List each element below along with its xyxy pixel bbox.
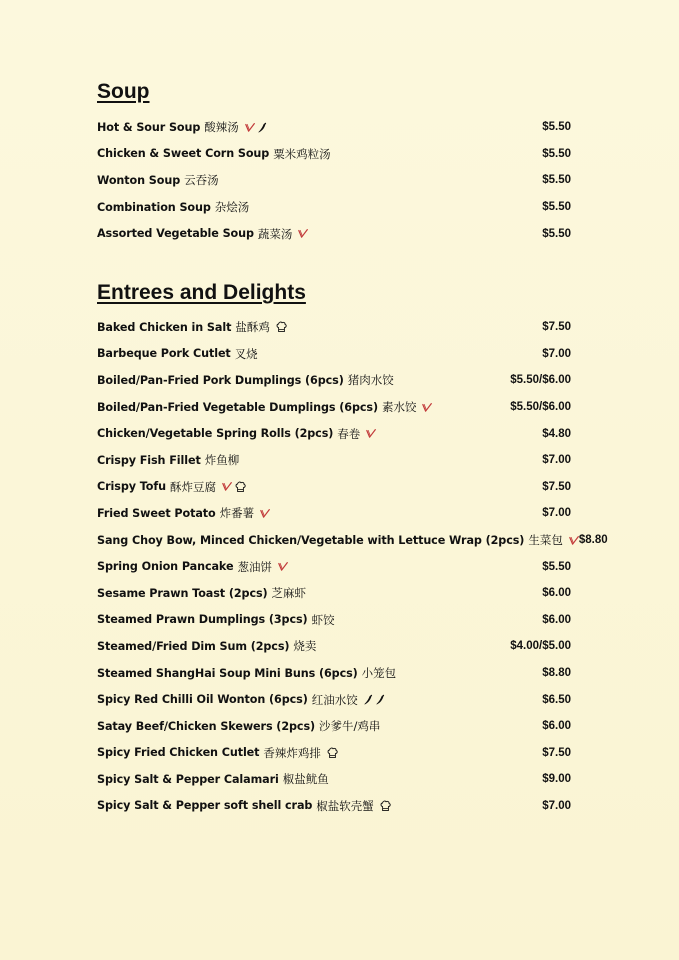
item-price: $7.50 [542, 321, 571, 334]
item-name: Boiled/Pan-Fried Pork Dumplings (6pcs) [97, 373, 344, 387]
item-chinese-name: 椒盐鱿鱼 [282, 772, 329, 787]
item-name: Sang Choy Bow, Minced Chicken/Vegetable with Lettuce Wrap (2pcs) [97, 533, 525, 547]
veg-icon [366, 429, 376, 438]
item-chinese-name: 红油水饺 [311, 692, 358, 707]
item-price: $4.80 [542, 427, 571, 440]
menu-item-sesame-prawn-toast-2pcs [97, 580, 571, 607]
item-price: $8.80 [578, 534, 608, 547]
menu-item-crispy-tofu [97, 474, 571, 501]
veg-icon [245, 123, 255, 132]
item-chinese-name: 叉烧 [234, 346, 258, 361]
item-chinese-name: 猪肉水饺 [347, 373, 394, 388]
item-chinese-name: 酸辣汤 [204, 120, 239, 135]
menu-item-label [97, 532, 579, 548]
menu-item-steamed-shanghai-soup-mini-buns-6pcs [97, 660, 571, 687]
item-chinese-name: 蔬菜汤 [257, 226, 293, 241]
menu-item-label [97, 559, 288, 575]
item-price: $5.50 [542, 201, 571, 214]
menu-item-label [97, 199, 249, 215]
menu-item-steamed-prawn-dumplings-3pcs [97, 607, 571, 634]
menu-item-chicken-vegetable-spring-rolls-2pcs [97, 420, 571, 447]
item-price: $5.50 [542, 227, 571, 240]
menu-item-label [97, 798, 391, 814]
dietary-icons [366, 429, 376, 438]
item-name: Fried Sweet Potato [97, 506, 216, 520]
item-chinese-name: 春卷 [337, 426, 361, 441]
item-name: Baked Chicken in Salt [97, 320, 232, 334]
menu-item-label [97, 319, 287, 335]
item-price: $7.50 [542, 746, 571, 759]
item-chinese-name: 炸番薯 [219, 506, 255, 521]
menu-item-label [97, 346, 258, 362]
veg-icon [222, 482, 232, 491]
item-name: Assorted Vegetable Soup [97, 227, 254, 241]
menu-item-label [97, 771, 329, 787]
menu-item-label [97, 426, 376, 442]
item-chinese-name: 酥炸豆腐 [169, 479, 216, 494]
item-name: Spring Onion Pancake [97, 560, 234, 574]
item-chinese-name: 杂烩汤 [214, 200, 250, 215]
item-chinese-name: 芝麻虾 [271, 586, 307, 601]
menu-item-baked-chicken-in-salt [97, 314, 571, 341]
item-name: Chicken/Vegetable Spring Rolls (2pcs) [97, 427, 334, 441]
menu-item-boiled-pan-fried-vegetable-dumplings-6pcs [97, 394, 571, 421]
chilli-icon [376, 694, 385, 705]
veg-icon [260, 509, 270, 518]
menu-item-label [97, 172, 219, 188]
item-price: $5.50/$6.00 [510, 401, 571, 414]
item-name: Spicy Red Chilli Oil Wonton (6pcs) [97, 693, 308, 707]
item-price: $6.50 [542, 693, 571, 706]
item-chinese-name: 椒盐软壳蟹 [316, 798, 374, 813]
dietary-icons [364, 694, 385, 705]
item-name: Spicy Salt & Pepper Calamari [97, 772, 279, 786]
dietary-icons [276, 321, 287, 333]
menu-item-spicy-red-chilli-oil-wonton-6pcs [97, 686, 571, 713]
menu-item-crispy-fish-fillet [97, 447, 571, 474]
veg-icon [278, 562, 288, 571]
menu-item-label [97, 146, 331, 162]
dietary-icons [422, 403, 432, 412]
item-name: Chicken & Sweet Corn Soup [97, 147, 270, 161]
item-name: Sesame Prawn Toast (2pcs) [97, 586, 268, 600]
section-title-entrees: Entrees and Delights [97, 281, 306, 304]
item-chinese-name: 炸鱼柳 [204, 453, 240, 468]
item-name: Wonton Soup [97, 173, 181, 187]
item-price: $6.00 [542, 613, 571, 626]
menu-item-steamed-fried-dim-sum-2pcs [97, 633, 571, 660]
item-price: $5.50 [542, 121, 571, 134]
menu-item-label [97, 372, 394, 388]
item-name: Steamed/Fried Dim Sum (2pcs) [97, 639, 290, 653]
veg-icon [569, 536, 579, 545]
item-chinese-name: 粟米鸡粒汤 [273, 146, 331, 161]
menu-item-spicy-fried-chicken-cutlet [97, 740, 571, 767]
dietary-icons [245, 122, 267, 133]
item-chinese-name: 素水饺 [381, 400, 417, 415]
item-chinese-name: 葱油饼 [237, 559, 272, 574]
dietary-icons [569, 536, 579, 545]
menu-item-combination-soup [97, 194, 571, 221]
item-price: $5.50 [542, 147, 571, 160]
item-chinese-name: 烧卖 [293, 639, 317, 654]
menu-item-hot-sour-soup [97, 114, 571, 141]
item-price: $5.50 [542, 560, 571, 573]
soup-list [97, 114, 571, 247]
item-price: $8.80 [542, 667, 571, 680]
dietary-icons [380, 800, 391, 812]
dietary-icons [260, 509, 270, 518]
menu-item-label [97, 692, 385, 708]
section-title-soup: Soup [97, 80, 150, 103]
entrees-list [97, 314, 608, 819]
item-price: $9.00 [542, 773, 571, 786]
menu-item-sang-choy-bow-minced-chicken-vegetable-with-lettuce-wrap-2pcs [97, 527, 608, 554]
dietary-icons [278, 562, 288, 571]
dietary-icons [327, 747, 338, 759]
item-name: Steamed Prawn Dumplings (3pcs) [97, 613, 308, 627]
item-chinese-name: 盐酥鸡 [235, 320, 270, 335]
menu-item-satay-beef-chicken-skewers-2pcs [97, 713, 571, 740]
item-name: Combination Soup [97, 200, 211, 214]
item-price: $5.50/$6.00 [510, 374, 571, 387]
dietary-icons [298, 229, 308, 238]
menu-item-boiled-pan-fried-pork-dumplings-6pcs [97, 367, 571, 394]
menu-item-label [97, 452, 239, 468]
chef-hat-icon [235, 481, 246, 493]
menu-item-chicken-sweet-corn-soup [97, 141, 571, 168]
menu-item-fried-sweet-potato [97, 500, 571, 527]
menu-item-wonton-soup [97, 167, 571, 194]
chilli-icon [258, 122, 267, 133]
item-price: $7.00 [542, 799, 571, 812]
menu-item-label [97, 745, 338, 761]
menu-item-label [97, 479, 246, 495]
menu-item-label [97, 505, 270, 521]
item-name: Steamed ShangHai Soup Mini Buns (6pcs) [97, 666, 358, 680]
item-price: $5.50 [542, 174, 571, 187]
item-name: Crispy Tofu [97, 480, 166, 494]
menu-item-label [97, 665, 396, 681]
item-price: $4.00/$5.00 [510, 640, 571, 653]
item-price: $6.00 [542, 720, 571, 733]
veg-icon [298, 229, 308, 238]
menu-item-label [97, 612, 335, 628]
item-name: Boiled/Pan-Fried Vegetable Dumplings (6pcs) [97, 400, 378, 414]
item-name: Crispy Fish Fillet [97, 453, 201, 467]
item-price: $7.00 [542, 454, 571, 467]
menu-item-label [97, 399, 432, 415]
menu-item-spicy-salt-pepper-soft-shell-crab [97, 793, 571, 820]
item-price: $7.50 [542, 480, 571, 493]
item-price: $6.00 [542, 587, 571, 600]
menu-item-label [97, 585, 306, 601]
item-name: Spicy Fried Chicken Cutlet [97, 746, 260, 760]
item-chinese-name: 云吞汤 [184, 173, 219, 188]
item-name: Satay Beef/Chicken Skewers (2pcs) [97, 719, 316, 733]
chef-hat-icon [276, 321, 287, 333]
item-chinese-name: 香辣炸鸡排 [263, 745, 321, 760]
menu-item-label [97, 226, 308, 242]
menu-item-spring-onion-pancake [97, 553, 571, 580]
item-chinese-name: 生菜包 [528, 533, 563, 548]
menu-item-assorted-vegetable-soup [97, 220, 571, 247]
menu-item-barbeque-pork-cutlet [97, 341, 571, 368]
item-name: Hot & Sour Soup [97, 120, 201, 134]
menu-item-label [97, 718, 380, 734]
item-chinese-name: 沙爹牛/鸡串 [319, 719, 381, 734]
chilli-icon [364, 694, 373, 705]
menu-item-label [97, 638, 316, 654]
chef-hat-icon [380, 800, 391, 812]
item-chinese-name: 小笼包 [361, 666, 397, 681]
item-name: Spicy Salt & Pepper soft shell crab [97, 799, 313, 813]
item-chinese-name: 虾饺 [311, 612, 335, 627]
menu-item-spicy-salt-pepper-calamari [97, 766, 571, 793]
item-price: $7.00 [542, 507, 571, 520]
dietary-icons [222, 481, 246, 493]
veg-icon [422, 403, 432, 412]
item-price: $7.00 [542, 347, 571, 360]
chef-hat-icon [327, 747, 338, 759]
menu-item-label [97, 119, 267, 135]
item-name: Barbeque Pork Cutlet [97, 347, 231, 361]
